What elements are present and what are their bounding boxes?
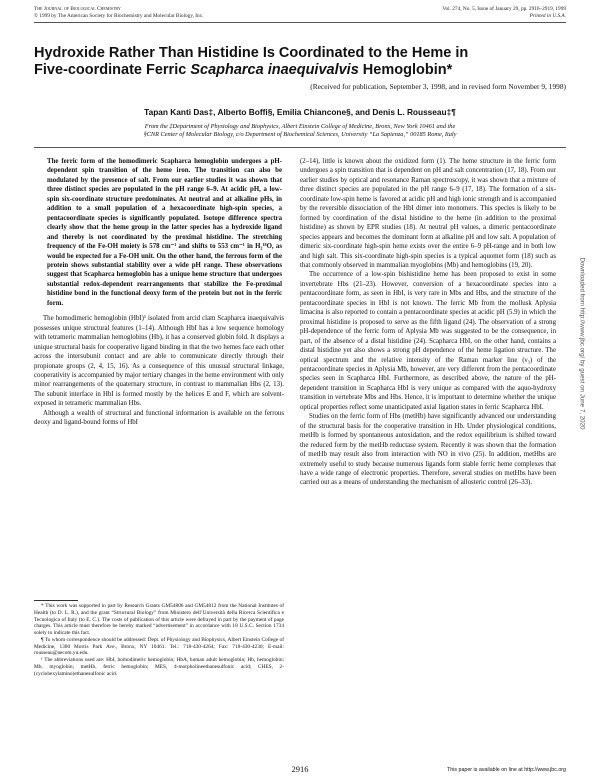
abstract: The ferric form of the homodimeric Scapharca hemoglobin undergoes a pH-dependent spin transition of the heme iron. The transition can also be modulated by the presence of salt. From our earlier studies it was shown that three distinct species are populated in the pH range 6–9. At acidic pH, a low-spin six-coordinate structure predominates. At neutral and at alkaline pHs, in addition to a small population of a hexacoordinate high-spin species, a pentacoordinate species is significantly populated. Isotope difference spectra clearly show that the heme group in the latter species has a hydroxide ligand and thereby is not coordinated by the proximal histidine. The stretching frequency of the Fe-OH moiety is 578 cm⁻¹ and shifts to 553 cm⁻¹ in H₂¹⁸O, as would be expected for a Fe-OH unit. On the other hand, the ferrous form of the protein shows substantial stability over a wide pH range. These observations suggest that Scapharca hemoglobin has a unique heme structure that undergoes substantial redox-dependent rearrangements that stabilize the Fe-proximal histidine bond in the functional deoxy form of the protein but not in the ferric form.: [47, 158, 282, 307]
intro-paragraph-1: The homodimeric hemoglobin (HbI)¹ isolated from arcid clam Scapharca inaequivalvis possesses unique structural features (1–14). Although HbI has a low sequence homology with tetrameric mammalian hemoglobins (Hb), it has a conserved globin fold. It displays a unique structural basis for cooperative ligand binding in that the two hemes face each other across the intersubunit contact and are able to communicate directly through their propionate groups (2, 4, 15, 16). As a consequence of this unusual structural linkage, cooperativity is accompanied by major tertiary changes in the heme environment with only minor rearrangements of the quaternary structure, in contrast to mammalian Hbs (2, 13). The subunit interface in HbI is formed mostly by the helices E and F, which are solvent-exposed in tetrameric mammalian Hbs.: [34, 315, 284, 408]
footer-link[interactable]: http://www.jbc.org: [524, 767, 566, 773]
title-line-2-suffix: Hemoglobin*: [358, 62, 453, 78]
author-list: Tapan Kanti Das‡, Alberto Boffi§, Emilia Chiancone§, and Denis L. Rousseau‡¶: [144, 107, 456, 117]
article-title: [34, 45, 554, 79]
volume-issue: Vol. 274, No. 5, Issue of January 29, pp. 2916–2919, 1999: [442, 6, 566, 12]
title-line-1: Hydroxide Rather Than Histidine Is Coordinated to the Heme in: [34, 45, 469, 61]
footnote-correspondence: ¶ To whom correspondence should be addressed: Dept. of Physiology and Biophysics, Albert Einstein College of Medicine, 1300 Morris Park Ave., Bronx, NY 10461. Tel.: 718-430-4264; Fax: 718-430-4230; E-mail: rousseau@aecom.yu.edu.: [34, 636, 284, 657]
running-header-right: [442, 6, 566, 19]
byline-rule: [34, 147, 566, 148]
footnote-rule: [34, 600, 78, 601]
affiliation-line-2: §CNR Center of Molecular Biology, c/o Department of Biochemical Sciences, University “La Sapienza,” 00185 Rome, Italy: [143, 130, 457, 138]
intro-paragraph-2: Although a wealth of structural and functional information is available on the ferrous deoxy and ligand-bound forms of HbI: [34, 409, 284, 427]
running-header-left: [34, 6, 203, 19]
copyright-line: © 1999 by The American Society for Biochemistry and Molecular Biology, Inc.: [34, 12, 204, 19]
footnote-abbreviations: ¹ The abbreviations used are: HbI, homodimeric hemoglobin; HbA, human adult hemoglobin; Hb, hemoglobin; Mb, myoglobin; metHb, ferric hemoglobin; MES, 4-morpholineethanesulfonic acid; CHES, 2-(cyclohexylamino)ethanesulfonic acid.: [34, 657, 284, 677]
right-paragraph-2: The occurrence of a low-spin bishistidine heme has been proposed to exist in some invertebrate Hbs (21–23). However, conversion of a hexacoordinate species into a pentacoordinate form, as seen in HbI, is very rare in Mbs and Hbs, and the structure of the pentacoordinate species in HbI is not known. The ferric Mb from the mollusk Aplysia limacina is also reported to contain a pentacoordinate species at acidic pH (5.9) in which the proximal histidine is proposed to serve as the fifth ligand (24). The observation of a strong pH-dependence of the ferric form of Aplysia Mb was suggested to be the consequence, in part, of the absence of a distal histidine (24). Scapharca HbI, on the other hand, contains a distal histidine yet also shows a strong pH dependence of the heme ligation structure. The optical spectrum and the relative intensity of the Raman marker line (ν₃) of the pentacoordinate species in Aplysia Mb, however, are very different from the pentacoordinate species seen in Scapharca HbI. Furthermore, as described above, the nature of the pH-dependent transition in Scapharca HbI is very unique as compared with the aquo-hydroxy transition in vertebrate Mbs and Hbs. Hence, it is important to determine whether the unique optical properties reflect some unanticipated axial ligation states in ferric Scapharca HbI.: [300, 271, 556, 411]
title-species: Scapharca inaequivalvis: [190, 62, 359, 78]
footnotes: [34, 603, 284, 677]
footnote-funding: * This work was supported in part by Research Grants GM54806 and GM54812 from the National Institutes of Health (to D. L. R.), and the grant “Structural Biology” from Ministero dell’Università della Ricerca Scientifica e Tecnologica of Italy (to E. C.). The costs of publication of this article were defrayed in part by the payment of page charges. This article must therefore be hereby marked “advertisement” in accordance with 18 U.S.C. Section 1734 solely to indicate this fact.: [34, 603, 284, 636]
footer-text: This paper is available on line at: [447, 767, 525, 773]
title-line-2-prefix: Five-coordinate Ferric: [34, 62, 191, 78]
left-column: [34, 157, 284, 428]
right-column: [300, 157, 556, 488]
right-paragraph-3: Studies on the ferric form of Hbs (metHb) have significantly advanced our understanding of the structural basis for the cooperative transition in Hb. Under physiological conditions, metHb is formed by spontaneous autoxidation, and the redox equilibrium is shifted toward the reduced form by the metHb reductase system. Recently it was shown that the formation of metHb may result also from interaction with NO in vivo (25). In addition, metHbs are extremely useful to study because numerous ligands form stable ferric heme complexes that have a wide range of electronic properties. Therefore, several studies on metHbs have been carried out as a means of understanding the mechanism of allosteric control (26–33).: [300, 413, 556, 487]
page-footer: [447, 767, 566, 773]
printed-in: Printed in U.S.A.: [529, 12, 566, 19]
header-rule: [34, 22, 566, 23]
page-number: 2916: [291, 764, 309, 774]
affiliations: [60, 123, 540, 139]
journal-name: The Journal of Biological Chemistry: [34, 6, 121, 12]
received-dates: (Received for publication, September 3, 1998, and in revised form November 9, 1998): [310, 82, 566, 91]
affiliation-line-1: From the ‡Department of Physiology and Biophysics, Albert Einstein College of Medicine, Bronx, New York 10461 and the: [144, 123, 456, 130]
download-watermark: Downloaded from http://www.jbc.org/ by guest on June 7, 2020: [578, 257, 586, 430]
right-paragraph-1: (2–14), little is known about the oxidized form (1). The heme structure in the ferric form undergoes a spin transition that is dependent on pH and salt concentration (17, 18). From our earlier studies by optical and resonance Raman spectroscopy, it was shown that a mixture of three distinct species are populated in the pH range 6–9 (17, 18). The formation of a six-coordinate low-spin heme is favored at acidic pH and high ionic strength and is accompanied by the reversible dissociation of the HbI dimer into monomers. This species is likely to be formed by coordination of the distal histidine to the heme (in addition to the proximal histidine) as shown by EPR studies (18). At neutral pH values, a dimeric pentacoordinate species appears and becomes the dominant form at alkaline pH and low salt. A population of dimeric six-coordinate high-spin heme exists over the entire 6–9 pH-range and in both low and high salt. This six-coordinate high-spin species is a typical aquomet form (18) such as that commonly observed in mammalian myoglobins (Mb) and hemoglobins (19, 20).: [300, 158, 556, 269]
